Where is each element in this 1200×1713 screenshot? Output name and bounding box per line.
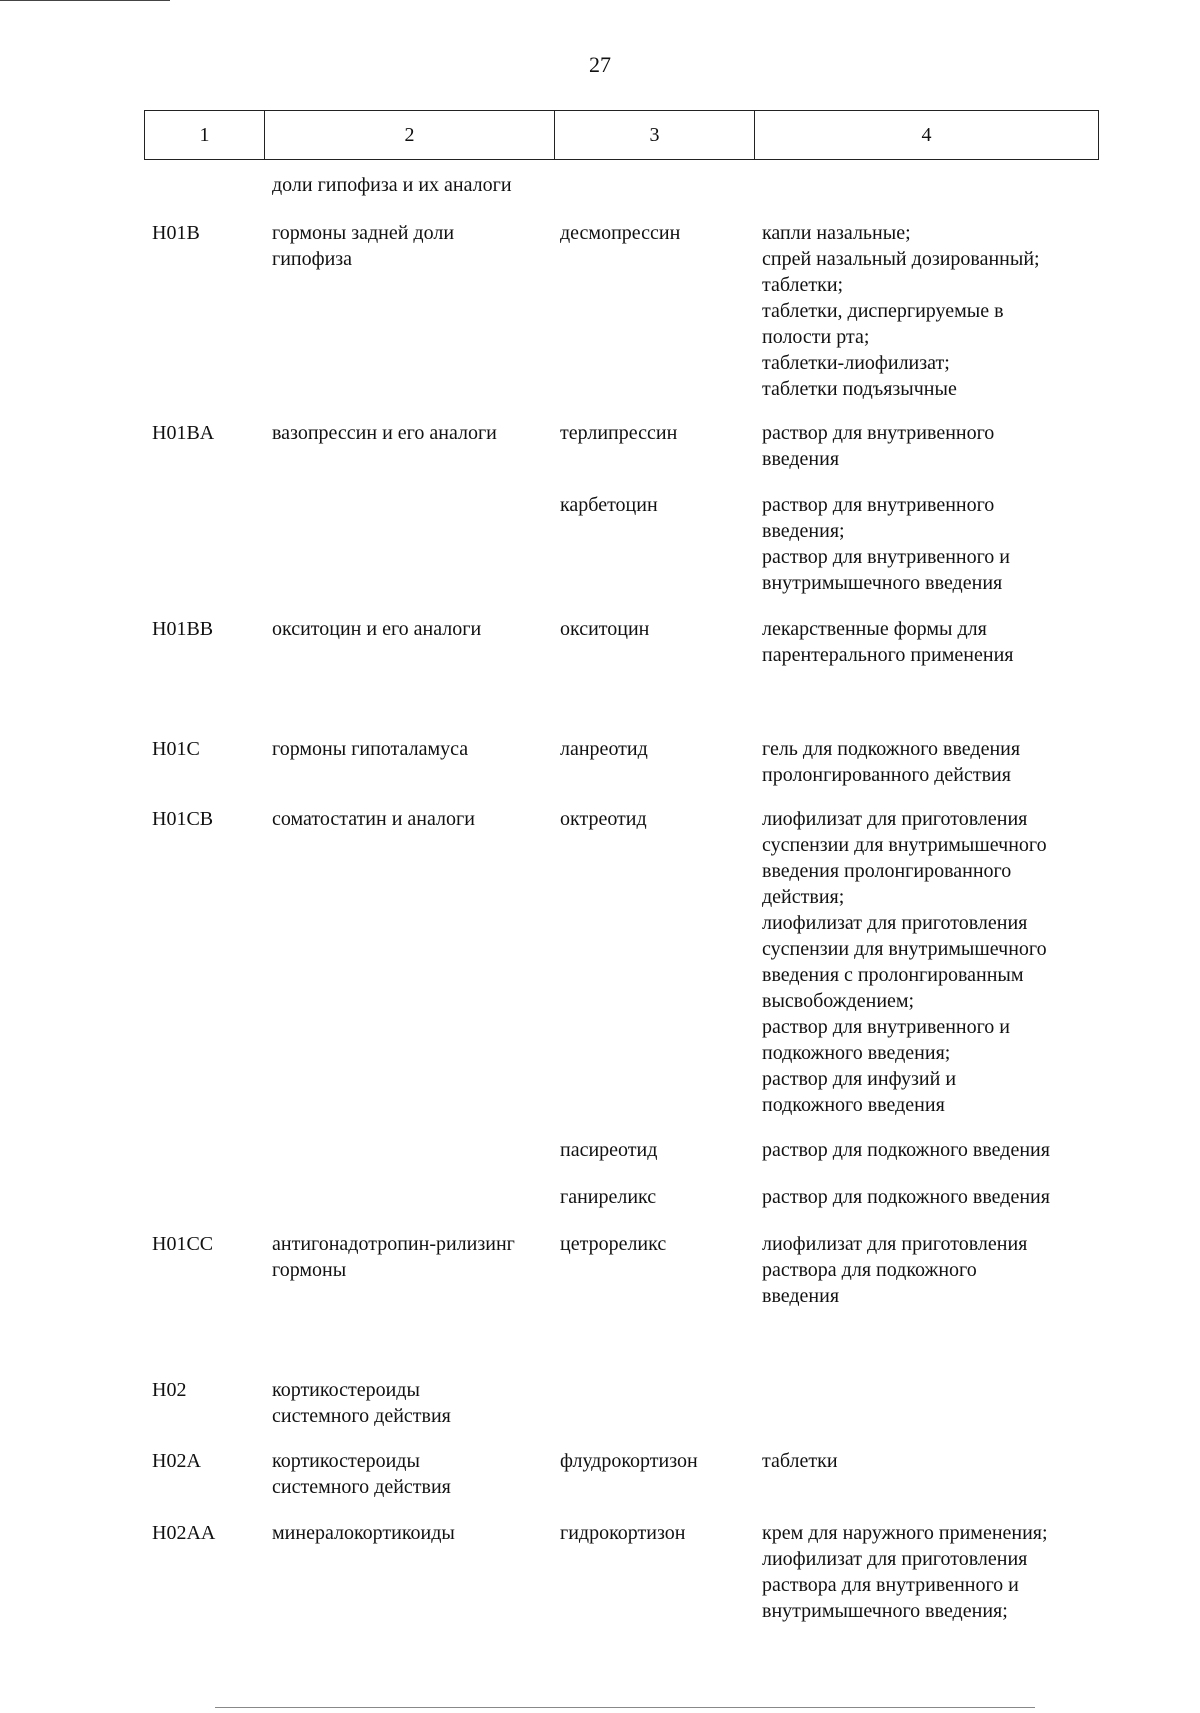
cell-text-line: раствор для внутривенного и — [762, 1016, 1011, 1038]
cell-text-line: раствор для инфузий и — [762, 1068, 957, 1090]
dosage-forms-cell — [762, 1448, 1107, 1474]
atc-code-cell — [152, 1520, 252, 1546]
dosage-forms-cell — [762, 1137, 1107, 1163]
cell-text-line: H01CB — [152, 808, 214, 830]
group-name-cell — [272, 420, 562, 446]
cell-text-line: гормоны — [272, 1259, 347, 1281]
header-col-3: 3 — [555, 111, 755, 159]
cell-text-line: раствора для подкожного — [762, 1259, 977, 1281]
substance-cell — [560, 1231, 750, 1257]
cell-text-line: цетрореликс — [560, 1233, 667, 1255]
cell-text-line: введения пролонгированного — [762, 860, 1012, 882]
header-col-2: 2 — [265, 111, 555, 159]
cell-text-line: капли назальные; — [762, 222, 911, 244]
cell-text-line: таблетки подъязычные — [762, 378, 957, 400]
cell-text-line: раствор для внутривенного и — [762, 546, 1011, 568]
atc-code-cell — [152, 1448, 252, 1474]
cell-text-line: таблетки-лиофилизат; — [762, 352, 950, 374]
cell-text-line: высвобождением; — [762, 990, 915, 1012]
dosage-forms-cell — [762, 220, 1107, 402]
cell-text-line: таблетки — [762, 1450, 838, 1472]
group-name-cell — [272, 1448, 562, 1500]
group-name-cell — [272, 1520, 562, 1546]
header-col-1: 1 — [145, 111, 265, 159]
cell-text-line: суспензии для внутримышечного — [762, 834, 1047, 856]
cell-text-line: гормоны гипоталамуса — [272, 738, 469, 760]
cell-text-line: терлипрессин — [560, 422, 678, 444]
cell-text-line: соматостатин и аналоги — [272, 808, 475, 830]
substance-cell — [560, 492, 750, 518]
cell-text-line: H01C — [152, 738, 200, 760]
cell-text-line: системного действия — [272, 1405, 451, 1427]
group-name-cell — [272, 736, 562, 762]
cell-text-line: лиофилизат для приготовления — [762, 1233, 1028, 1255]
cell-text-line: раствор для внутривенного — [762, 494, 995, 516]
atc-code-cell — [152, 420, 252, 446]
cell-text-line: ланреотид — [560, 738, 648, 760]
cell-text-line: спрей назальный дозированный; — [762, 248, 1040, 270]
cell-text-line: H01CC — [152, 1233, 214, 1255]
group-name-cell — [272, 220, 562, 272]
dosage-forms-cell — [762, 1520, 1107, 1624]
group-name-cell — [272, 172, 562, 198]
dosage-forms-cell — [762, 806, 1107, 1118]
substance-cell — [560, 1520, 750, 1546]
cell-text-line: действия; — [762, 886, 845, 908]
cell-text-line: десмопрессин — [560, 222, 681, 244]
cell-text-line: окситоцин и его аналоги — [272, 618, 482, 640]
dosage-forms-cell — [762, 1231, 1107, 1309]
atc-code-cell — [152, 1377, 252, 1403]
cell-text-line: гель для подкожного введения — [762, 738, 1021, 760]
cell-text-line: гормоны задней доли — [272, 222, 455, 244]
dosage-forms-cell — [762, 492, 1107, 596]
atc-code-cell — [152, 1231, 252, 1257]
group-name-cell — [272, 1377, 562, 1429]
cell-text-line: таблетки; — [762, 274, 844, 296]
cell-text-line: полости рта; — [762, 326, 870, 348]
cell-text-line: гидрокортизон — [560, 1522, 686, 1544]
cell-text-line: внутримышечного введения; — [762, 1600, 1008, 1622]
cell-text-line: раствор для подкожного введения — [762, 1139, 1050, 1161]
cell-text-line: карбетоцин — [560, 494, 658, 516]
cell-text-line: H02 — [152, 1379, 187, 1401]
cell-text-line: подкожного введения — [762, 1094, 945, 1116]
cell-text-line: пасиреотид — [560, 1139, 658, 1161]
cell-text-line: внутримышечного введения — [762, 572, 1003, 594]
page-number: 27 — [589, 52, 611, 77]
cell-text-line: кортикостероиды — [272, 1379, 420, 1401]
substance-cell — [560, 616, 750, 642]
dosage-forms-cell — [762, 1184, 1107, 1210]
cell-text-line: раствора для внутривенного и — [762, 1574, 1019, 1596]
cell-text-line: раствор для внутривенного — [762, 422, 995, 444]
cell-text-line: H01BA — [152, 422, 215, 444]
cell-text-line: крем для наружного применения; — [762, 1522, 1048, 1544]
cell-text-line: лекарственные формы для — [762, 618, 987, 640]
cell-text-line: раствор для подкожного введения — [762, 1186, 1050, 1208]
cell-text-line: вазопрессин и его аналоги — [272, 422, 497, 444]
cell-text-line: суспензии для внутримышечного — [762, 938, 1047, 960]
cell-text-line: пролонгированного действия — [762, 764, 1011, 786]
header-col-4: 4 — [921, 124, 932, 146]
cell-text-line: H01B — [152, 222, 200, 244]
cell-text-line: введения; — [762, 520, 845, 542]
scan-edge-bottom — [215, 1707, 1035, 1708]
cell-text-line: лиофилизат для приготовления — [762, 1548, 1028, 1570]
substance-cell — [560, 736, 750, 762]
group-name-cell — [272, 806, 562, 832]
cell-text-line: антигонадотропин-рилизинг — [272, 1233, 515, 1255]
dosage-forms-cell — [762, 736, 1107, 788]
substance-cell — [560, 1448, 750, 1474]
cell-text-line: окситоцин — [560, 618, 650, 640]
cell-text-line: H02AA — [152, 1522, 216, 1544]
cell-text-line: минералокортикоиды — [272, 1522, 455, 1544]
cell-text-line: кортикостероиды — [272, 1450, 420, 1472]
cell-text-line: H01BB — [152, 618, 214, 640]
atc-code-cell — [152, 220, 252, 246]
cell-text-line: октреотид — [560, 808, 647, 830]
substance-cell — [560, 220, 750, 246]
substance-cell — [560, 1137, 750, 1163]
scan-edge-top — [0, 0, 170, 1]
cell-text-line: доли гипофиза и их аналоги — [272, 174, 512, 196]
cell-text-line: гипофиза — [272, 248, 353, 270]
cell-text-line: таблетки, диспергируемые в — [762, 300, 1004, 322]
cell-text-line: подкожного введения; — [762, 1042, 951, 1064]
atc-code-cell — [152, 616, 252, 642]
group-name-cell — [272, 616, 562, 642]
cell-text-line: лиофилизат для приготовления — [762, 808, 1028, 830]
cell-text-line: флудрокортизон — [560, 1450, 698, 1472]
substance-cell — [560, 420, 750, 446]
cell-text-line: системного действия — [272, 1476, 451, 1498]
cell-text-line: введения с пролонгированным — [762, 964, 1024, 986]
cell-text-line: введения — [762, 448, 840, 470]
atc-code-cell — [152, 806, 252, 832]
cell-text-line: парентерального применения — [762, 644, 1014, 666]
cell-text-line: ганиреликс — [560, 1186, 657, 1208]
table-header — [144, 110, 1099, 160]
substance-cell — [560, 1184, 750, 1210]
cell-text-line: лиофилизат для приготовления — [762, 912, 1028, 934]
atc-code-cell — [152, 736, 252, 762]
cell-text-line: H02A — [152, 1450, 201, 1472]
group-name-cell — [272, 1231, 562, 1283]
substance-cell — [560, 806, 750, 832]
cell-text-line: введения — [762, 1285, 840, 1307]
dosage-forms-cell — [762, 420, 1107, 472]
dosage-forms-cell — [762, 616, 1107, 668]
